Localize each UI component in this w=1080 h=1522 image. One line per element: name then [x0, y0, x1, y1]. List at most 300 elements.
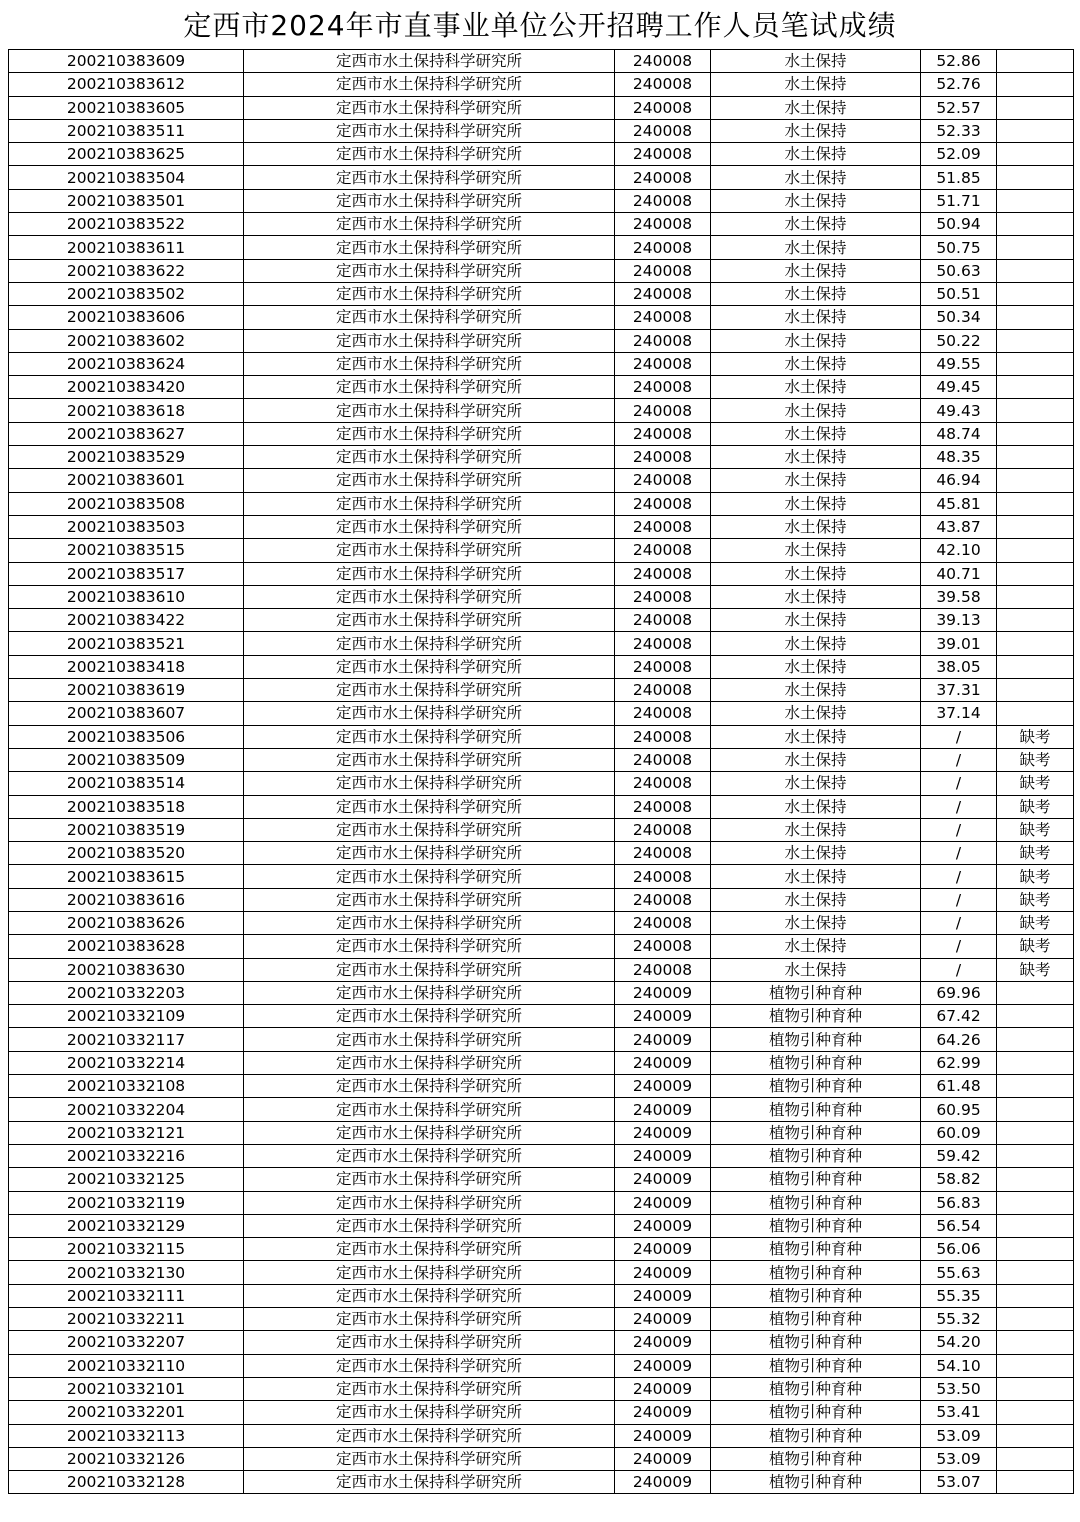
unit-cell: 定西市水土保持科学研究所: [244, 1214, 615, 1237]
table-row: [9, 306, 1074, 329]
score-cell: 56.83: [921, 1191, 997, 1214]
table-row: [9, 119, 1074, 142]
position-code-cell: 240008: [615, 352, 711, 375]
remark-cell: [997, 213, 1074, 236]
remark-cell: [997, 702, 1074, 725]
table-row: [9, 632, 1074, 655]
table-row: [9, 1098, 1074, 1121]
table-row: [9, 143, 1074, 166]
score-cell: 64.26: [921, 1028, 997, 1051]
unit-cell: 定西市水土保持科学研究所: [244, 189, 615, 212]
exam-id-cell: 200210332207: [9, 1331, 244, 1354]
unit-cell: 定西市水土保持科学研究所: [244, 655, 615, 678]
score-cell: 55.32: [921, 1308, 997, 1331]
position-code-cell: 240008: [615, 842, 711, 865]
position-name-cell: 水土保持: [711, 632, 921, 655]
table-row: [9, 655, 1074, 678]
unit-cell: 定西市水土保持科学研究所: [244, 539, 615, 562]
exam-id-cell: 200210383515: [9, 539, 244, 562]
score-cell: /: [921, 842, 997, 865]
score-cell: 60.09: [921, 1121, 997, 1144]
unit-cell: 定西市水土保持科学研究所: [244, 376, 615, 399]
remark-cell: [997, 306, 1074, 329]
exam-id-cell: 200210332211: [9, 1308, 244, 1331]
remark-cell: 缺考: [997, 818, 1074, 841]
unit-cell: 定西市水土保持科学研究所: [244, 399, 615, 422]
position-code-cell: 240009: [615, 1214, 711, 1237]
score-cell: 51.71: [921, 189, 997, 212]
table-row: [9, 1284, 1074, 1307]
position-code-cell: 240008: [615, 166, 711, 189]
remark-cell: [997, 1284, 1074, 1307]
remark-cell: [997, 50, 1074, 73]
position-name-cell: 水土保持: [711, 958, 921, 981]
unit-cell: 定西市水土保持科学研究所: [244, 119, 615, 142]
position-name-cell: 水土保持: [711, 818, 921, 841]
score-cell: /: [921, 911, 997, 934]
remark-cell: 缺考: [997, 795, 1074, 818]
exam-id-cell: 200210383514: [9, 772, 244, 795]
table-row: [9, 1424, 1074, 1447]
exam-id-cell: 200210383501: [9, 189, 244, 212]
position-code-cell: 240008: [615, 143, 711, 166]
exam-id-cell: 200210383626: [9, 911, 244, 934]
exam-id-cell: 200210383630: [9, 958, 244, 981]
table-row: [9, 1308, 1074, 1331]
score-cell: 50.75: [921, 236, 997, 259]
score-cell: 61.48: [921, 1075, 997, 1098]
position-code-cell: 240009: [615, 1005, 711, 1028]
score-cell: 69.96: [921, 981, 997, 1004]
position-code-cell: 240008: [615, 306, 711, 329]
position-code-cell: 240009: [615, 1238, 711, 1261]
remark-cell: [997, 539, 1074, 562]
scores-body: [9, 50, 1074, 1494]
exam-id-cell: 200210383509: [9, 748, 244, 771]
position-name-cell: 水土保持: [711, 96, 921, 119]
table-row: [9, 259, 1074, 282]
unit-cell: 定西市水土保持科学研究所: [244, 842, 615, 865]
remark-cell: [997, 1377, 1074, 1400]
exam-id-cell: 200210332109: [9, 1005, 244, 1028]
position-code-cell: 240008: [615, 865, 711, 888]
exam-id-cell: 200210383625: [9, 143, 244, 166]
unit-cell: 定西市水土保持科学研究所: [244, 1424, 615, 1447]
position-name-cell: 水土保持: [711, 539, 921, 562]
table-row: [9, 1471, 1074, 1494]
table-row: [9, 469, 1074, 492]
score-cell: 67.42: [921, 1005, 997, 1028]
exam-id-cell: 200210332101: [9, 1377, 244, 1400]
remark-cell: [997, 492, 1074, 515]
position-name-cell: 植物引种育种: [711, 1284, 921, 1307]
remark-cell: [997, 1214, 1074, 1237]
exam-id-cell: 200210383511: [9, 119, 244, 142]
position-code-cell: 240009: [615, 1028, 711, 1051]
exam-id-cell: 200210383616: [9, 888, 244, 911]
remark-cell: [997, 562, 1074, 585]
position-code-cell: 240008: [615, 259, 711, 282]
position-name-cell: 水土保持: [711, 655, 921, 678]
position-name-cell: 水土保持: [711, 306, 921, 329]
table-row: [9, 96, 1074, 119]
table-row: [9, 935, 1074, 958]
unit-cell: 定西市水土保持科学研究所: [244, 166, 615, 189]
page-title: 定西市2024年市直事业单位公开招聘工作人员笔试成绩: [183, 9, 897, 42]
remark-cell: [997, 143, 1074, 166]
remark-cell: 缺考: [997, 725, 1074, 748]
position-code-cell: 240008: [615, 562, 711, 585]
remark-cell: 缺考: [997, 911, 1074, 934]
position-name-cell: 水土保持: [711, 329, 921, 352]
unit-cell: 定西市水土保持科学研究所: [244, 1308, 615, 1331]
position-code-cell: 240009: [615, 1191, 711, 1214]
exam-id-cell: 200210332110: [9, 1354, 244, 1377]
unit-cell: 定西市水土保持科学研究所: [244, 772, 615, 795]
unit-cell: 定西市水土保持科学研究所: [244, 1051, 615, 1074]
exam-id-cell: 200210332130: [9, 1261, 244, 1284]
remark-cell: [997, 399, 1074, 422]
table-row: [9, 1075, 1074, 1098]
score-cell: /: [921, 818, 997, 841]
remark-cell: [997, 1401, 1074, 1424]
exam-id-cell: 200210383615: [9, 865, 244, 888]
exam-id-cell: 200210383618: [9, 399, 244, 422]
position-code-cell: 240009: [615, 1308, 711, 1331]
table-row: [9, 1447, 1074, 1470]
exam-id-cell: 200210383622: [9, 259, 244, 282]
remark-cell: [997, 1191, 1074, 1214]
remark-cell: [997, 1471, 1074, 1494]
remark-cell: 缺考: [997, 888, 1074, 911]
remark-cell: [997, 96, 1074, 119]
remark-cell: 缺考: [997, 748, 1074, 771]
position-name-cell: 水土保持: [711, 422, 921, 445]
table-row: [9, 679, 1074, 702]
exam-id-cell: 200210383610: [9, 585, 244, 608]
table-row: [9, 166, 1074, 189]
unit-cell: 定西市水土保持科学研究所: [244, 143, 615, 166]
unit-cell: 定西市水土保持科学研究所: [244, 1354, 615, 1377]
position-code-cell: 240009: [615, 1098, 711, 1121]
exam-id-cell: 200210332214: [9, 1051, 244, 1074]
unit-cell: 定西市水土保持科学研究所: [244, 609, 615, 632]
remark-cell: [997, 1144, 1074, 1167]
position-code-cell: 240009: [615, 1168, 711, 1191]
score-cell: /: [921, 958, 997, 981]
remark-cell: [997, 585, 1074, 608]
position-code-cell: 240008: [615, 73, 711, 96]
unit-cell: 定西市水土保持科学研究所: [244, 1005, 615, 1028]
unit-cell: 定西市水土保持科学研究所: [244, 748, 615, 771]
unit-cell: 定西市水土保持科学研究所: [244, 818, 615, 841]
unit-cell: 定西市水土保持科学研究所: [244, 306, 615, 329]
position-name-cell: 植物引种育种: [711, 1144, 921, 1167]
remark-cell: [997, 352, 1074, 375]
unit-cell: 定西市水土保持科学研究所: [244, 1238, 615, 1261]
position-code-cell: 240008: [615, 376, 711, 399]
position-name-cell: 水土保持: [711, 725, 921, 748]
position-code-cell: 240008: [615, 585, 711, 608]
table-row: [9, 492, 1074, 515]
remark-cell: [997, 655, 1074, 678]
remark-cell: [997, 632, 1074, 655]
table-row: [9, 515, 1074, 538]
remark-cell: [997, 1447, 1074, 1470]
unit-cell: 定西市水土保持科学研究所: [244, 1447, 615, 1470]
score-cell: 49.43: [921, 399, 997, 422]
position-code-cell: 240009: [615, 1331, 711, 1354]
table-row: [9, 562, 1074, 585]
position-code-cell: 240008: [615, 50, 711, 73]
remark-cell: [997, 189, 1074, 212]
position-name-cell: 植物引种育种: [711, 1354, 921, 1377]
score-cell: 39.13: [921, 609, 997, 632]
position-name-cell: 水土保持: [711, 609, 921, 632]
exam-id-cell: 200210332126: [9, 1447, 244, 1470]
score-cell: /: [921, 748, 997, 771]
position-code-cell: 240009: [615, 1121, 711, 1144]
exam-id-cell: 200210383422: [9, 609, 244, 632]
position-code-cell: 240008: [615, 282, 711, 305]
exam-id-cell: 200210383611: [9, 236, 244, 259]
score-cell: 38.05: [921, 655, 997, 678]
position-code-cell: 240009: [615, 1447, 711, 1470]
remark-cell: [997, 376, 1074, 399]
position-name-cell: 水土保持: [711, 562, 921, 585]
exam-id-cell: 200210383504: [9, 166, 244, 189]
table-row: [9, 842, 1074, 865]
unit-cell: 定西市水土保持科学研究所: [244, 259, 615, 282]
remark-cell: [997, 1028, 1074, 1051]
position-code-cell: 240008: [615, 189, 711, 212]
unit-cell: 定西市水土保持科学研究所: [244, 1284, 615, 1307]
exam-id-cell: 200210383607: [9, 702, 244, 725]
unit-cell: 定西市水土保持科学研究所: [244, 446, 615, 469]
unit-cell: 定西市水土保持科学研究所: [244, 73, 615, 96]
position-name-cell: 植物引种育种: [711, 1098, 921, 1121]
remark-cell: 缺考: [997, 842, 1074, 865]
position-name-cell: 水土保持: [711, 469, 921, 492]
position-name-cell: 水土保持: [711, 352, 921, 375]
exam-id-cell: 200210383508: [9, 492, 244, 515]
table-row: [9, 1144, 1074, 1167]
position-name-cell: 水土保持: [711, 585, 921, 608]
position-name-cell: 水土保持: [711, 842, 921, 865]
table-row: [9, 702, 1074, 725]
position-code-cell: 240009: [615, 1075, 711, 1098]
unit-cell: 定西市水土保持科学研究所: [244, 1144, 615, 1167]
position-code-cell: 240008: [615, 795, 711, 818]
score-cell: 39.01: [921, 632, 997, 655]
table-row: [9, 1401, 1074, 1424]
remark-cell: [997, 282, 1074, 305]
remark-cell: [997, 1331, 1074, 1354]
score-cell: 42.10: [921, 539, 997, 562]
table-row: [9, 213, 1074, 236]
unit-cell: 定西市水土保持科学研究所: [244, 282, 615, 305]
score-cell: 53.07: [921, 1471, 997, 1494]
table-row: [9, 911, 1074, 934]
unit-cell: 定西市水土保持科学研究所: [244, 1075, 615, 1098]
position-code-cell: 240009: [615, 1471, 711, 1494]
unit-cell: 定西市水土保持科学研究所: [244, 96, 615, 119]
score-cell: 51.85: [921, 166, 997, 189]
position-code-cell: 240008: [615, 422, 711, 445]
position-code-cell: 240008: [615, 609, 711, 632]
position-code-cell: 240009: [615, 1354, 711, 1377]
remark-cell: [997, 446, 1074, 469]
position-name-cell: 植物引种育种: [711, 1331, 921, 1354]
remark-cell: [997, 1005, 1074, 1028]
exam-id-cell: 200210383605: [9, 96, 244, 119]
table-row: [9, 958, 1074, 981]
score-cell: 53.09: [921, 1424, 997, 1447]
position-code-cell: 240008: [615, 818, 711, 841]
score-cell: 49.45: [921, 376, 997, 399]
unit-cell: 定西市水土保持科学研究所: [244, 888, 615, 911]
table-row: [9, 422, 1074, 445]
position-code-cell: 240008: [615, 679, 711, 702]
remark-cell: [997, 1354, 1074, 1377]
unit-cell: 定西市水土保持科学研究所: [244, 795, 615, 818]
unit-cell: 定西市水土保持科学研究所: [244, 1401, 615, 1424]
exam-id-cell: 200210383503: [9, 515, 244, 538]
score-cell: 58.82: [921, 1168, 997, 1191]
score-cell: 45.81: [921, 492, 997, 515]
position-name-cell: 植物引种育种: [711, 1471, 921, 1494]
score-cell: 48.35: [921, 446, 997, 469]
exam-id-cell: 200210332115: [9, 1238, 244, 1261]
unit-cell: 定西市水土保持科学研究所: [244, 1098, 615, 1121]
unit-cell: 定西市水土保持科学研究所: [244, 958, 615, 981]
score-cell: 56.06: [921, 1238, 997, 1261]
position-code-cell: 240009: [615, 1261, 711, 1284]
remark-cell: 缺考: [997, 772, 1074, 795]
position-code-cell: 240008: [615, 399, 711, 422]
position-name-cell: 植物引种育种: [711, 981, 921, 1004]
table-row: [9, 818, 1074, 841]
remark-cell: [997, 1261, 1074, 1284]
exam-id-cell: 200210383624: [9, 352, 244, 375]
exam-id-cell: 200210383519: [9, 818, 244, 841]
table-row: [9, 981, 1074, 1004]
score-cell: 50.94: [921, 213, 997, 236]
unit-cell: 定西市水土保持科学研究所: [244, 1121, 615, 1144]
exam-id-cell: 200210332128: [9, 1471, 244, 1494]
position-name-cell: 水土保持: [711, 772, 921, 795]
position-code-cell: 240008: [615, 213, 711, 236]
exam-id-cell: 200210332216: [9, 1144, 244, 1167]
table-row: [9, 189, 1074, 212]
position-code-cell: 240008: [615, 119, 711, 142]
table-row: [9, 1377, 1074, 1400]
exam-id-cell: 200210332111: [9, 1284, 244, 1307]
position-code-cell: 240008: [615, 888, 711, 911]
table-row: [9, 865, 1074, 888]
exam-id-cell: 200210383521: [9, 632, 244, 655]
exam-id-cell: 200210332113: [9, 1424, 244, 1447]
remark-cell: [997, 469, 1074, 492]
remark-cell: [997, 679, 1074, 702]
unit-cell: 定西市水土保持科学研究所: [244, 329, 615, 352]
score-cell: 50.63: [921, 259, 997, 282]
position-name-cell: 水土保持: [711, 236, 921, 259]
exam-id-cell: 200210383606: [9, 306, 244, 329]
exam-id-cell: 200210383502: [9, 282, 244, 305]
position-name-cell: 水土保持: [711, 376, 921, 399]
score-cell: 60.95: [921, 1098, 997, 1121]
unit-cell: 定西市水土保持科学研究所: [244, 492, 615, 515]
position-code-cell: 240009: [615, 981, 711, 1004]
remark-cell: [997, 119, 1074, 142]
score-cell: 59.42: [921, 1144, 997, 1167]
score-cell: 50.51: [921, 282, 997, 305]
table-row: [9, 282, 1074, 305]
position-code-cell: 240008: [615, 725, 711, 748]
unit-cell: 定西市水土保持科学研究所: [244, 679, 615, 702]
position-name-cell: 水土保持: [711, 865, 921, 888]
remark-cell: [997, 329, 1074, 352]
table-row: [9, 1168, 1074, 1191]
remark-cell: [997, 422, 1074, 445]
table-row: [9, 376, 1074, 399]
position-name-cell: 植物引种育种: [711, 1028, 921, 1051]
unit-cell: 定西市水土保持科学研究所: [244, 1191, 615, 1214]
position-name-cell: 植物引种育种: [711, 1121, 921, 1144]
position-name-cell: 水土保持: [711, 119, 921, 142]
exam-id-cell: 200210383609: [9, 50, 244, 73]
score-cell: 49.55: [921, 352, 997, 375]
remark-cell: 缺考: [997, 865, 1074, 888]
table-row: [9, 1238, 1074, 1261]
position-name-cell: 水土保持: [711, 911, 921, 934]
unit-cell: 定西市水土保持科学研究所: [244, 1471, 615, 1494]
unit-cell: 定西市水土保持科学研究所: [244, 911, 615, 934]
score-cell: /: [921, 772, 997, 795]
score-cell: 37.31: [921, 679, 997, 702]
position-code-cell: 240008: [615, 911, 711, 934]
unit-cell: 定西市水土保持科学研究所: [244, 725, 615, 748]
unit-cell: 定西市水土保持科学研究所: [244, 213, 615, 236]
unit-cell: 定西市水土保持科学研究所: [244, 1331, 615, 1354]
exam-id-cell: 200210332125: [9, 1168, 244, 1191]
unit-cell: 定西市水土保持科学研究所: [244, 422, 615, 445]
score-cell: 53.41: [921, 1401, 997, 1424]
remark-cell: [997, 1168, 1074, 1191]
position-name-cell: 植物引种育种: [711, 1005, 921, 1028]
position-name-cell: 水土保持: [711, 492, 921, 515]
unit-cell: 定西市水土保持科学研究所: [244, 562, 615, 585]
table-row: [9, 795, 1074, 818]
exam-id-cell: 200210332108: [9, 1075, 244, 1098]
position-code-cell: 240009: [615, 1051, 711, 1074]
score-cell: 54.20: [921, 1331, 997, 1354]
table-row: [9, 329, 1074, 352]
score-cell: 40.71: [921, 562, 997, 585]
position-name-cell: 水土保持: [711, 515, 921, 538]
position-code-cell: 240008: [615, 539, 711, 562]
exam-id-cell: 200210383529: [9, 446, 244, 469]
position-name-cell: 水土保持: [711, 702, 921, 725]
score-cell: 52.76: [921, 73, 997, 96]
position-name-cell: 水土保持: [711, 888, 921, 911]
table-row: [9, 399, 1074, 422]
position-name-cell: 植物引种育种: [711, 1377, 921, 1400]
score-cell: /: [921, 888, 997, 911]
position-code-cell: 240008: [615, 515, 711, 538]
remark-cell: 缺考: [997, 935, 1074, 958]
